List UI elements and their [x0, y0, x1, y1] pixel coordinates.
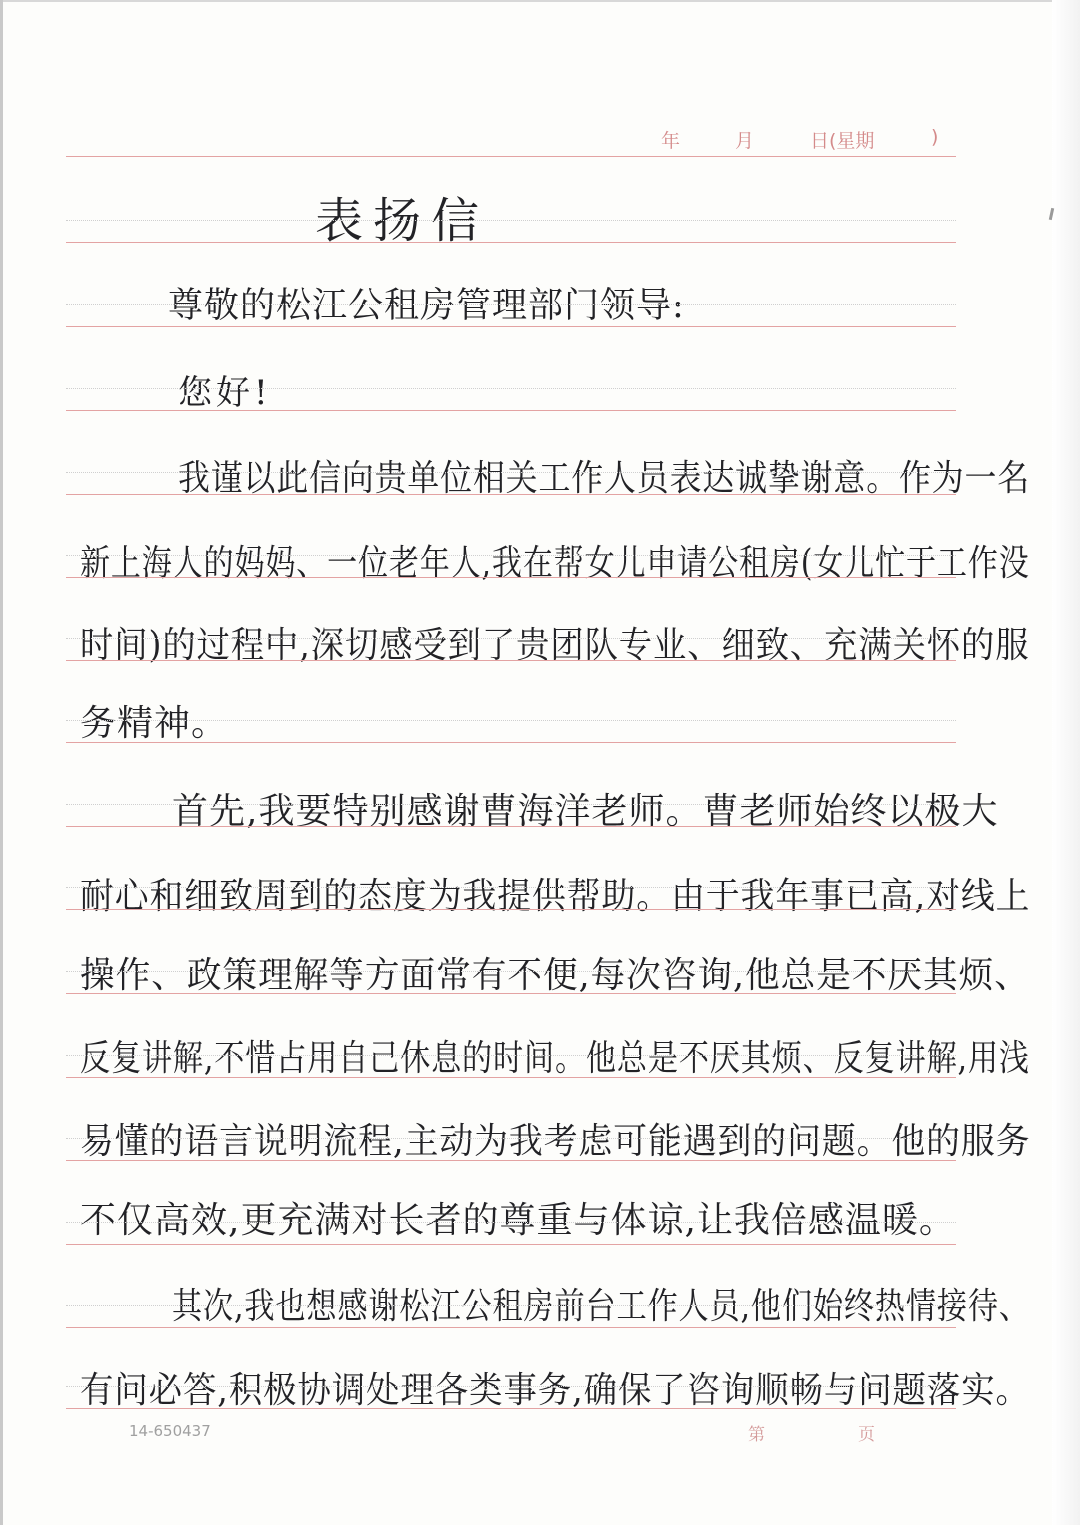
ruled-line: [66, 742, 956, 743]
guide-line: [66, 555, 956, 556]
ruled-line: [66, 1327, 956, 1328]
guide-line: [66, 1055, 956, 1056]
guide-line: [66, 804, 956, 805]
date-close-paren: ): [931, 126, 939, 148]
guide-line: [66, 971, 956, 972]
ruled-line: [66, 993, 956, 994]
ruled-line: [66, 494, 956, 495]
ruled-line: [66, 1160, 956, 1161]
ruled-line: [66, 909, 956, 910]
notebook-code: 14-650437: [129, 1422, 211, 1440]
guide-line: [66, 220, 956, 221]
ruled-line: [66, 660, 956, 661]
body-line: 有问必答,积极协调处理各类事务,确保了咨询顺畅与问题落实。: [80, 1370, 1030, 1411]
guide-line: [66, 1138, 956, 1139]
guide-line: [66, 472, 956, 473]
date-header: [655, 126, 955, 156]
body-line: 首先,我要特别感谢曹海洋老师。曹老师始终以极大: [172, 791, 999, 832]
date-day-weekday-label: 日(星期: [810, 130, 875, 152]
body-line: 务精神。: [80, 703, 229, 744]
guide-line: [66, 887, 956, 888]
ruled-line: [66, 242, 956, 243]
body-line: 我谨以此信向贵单位相关工作人员表达诚挚谢意。作为一名: [178, 458, 1031, 499]
body-line: 新上海人的妈妈、一位老年人,我在帮女儿申请公租房(女儿忙于工作没: [80, 543, 1030, 584]
ruled-line: [66, 156, 956, 157]
ruled-line: [66, 826, 956, 827]
guide-line: [66, 720, 956, 721]
guide-line: [66, 1222, 956, 1223]
body-line: 时间)的过程中,深切感受到了贵团队专业、细致、充满关怀的服: [80, 625, 1030, 666]
ruled-line: [66, 326, 956, 327]
guide-line: [66, 1305, 956, 1306]
page-edge-right: [1052, 0, 1080, 1525]
body-line: 反复讲解,不惜占用自己休息的时间。他总是不厌其烦、反复讲解,用浅: [80, 1038, 1030, 1079]
body-line: 操作、政策理解等方面常有不便,每次咨询,他总是不厌其烦、: [80, 955, 1030, 996]
page-number-prefix: 第: [748, 1425, 765, 1445]
guide-line: [66, 1386, 956, 1387]
guide-line: [66, 638, 956, 639]
date-month-label: 月: [735, 130, 755, 152]
ruled-line: [66, 1408, 956, 1409]
letter-greeting: 您好!: [178, 373, 272, 413]
date-year-label: 年: [661, 130, 681, 152]
page-edge-top: [0, 0, 1080, 2]
ruled-line: [66, 1077, 956, 1078]
body-line: 易懂的语言说明流程,主动为我考虑可能遇到的问题。他的服务: [80, 1121, 1031, 1162]
body-line: 耐心和细致周到的态度为我提供帮助。由于我年事已高,对线上: [80, 876, 1031, 917]
letter-title: 表扬信: [315, 193, 490, 249]
ruled-line: [66, 1244, 956, 1245]
ruled-line: [66, 577, 956, 578]
page-number-suffix: 页: [858, 1425, 875, 1445]
guide-line: [66, 388, 956, 389]
guide-line: [66, 304, 956, 305]
letter-salutation: 尊敬的松江公租房管理部门领导:: [168, 286, 685, 326]
body-line: 其次,我也想感谢松江公租房前台工作人员,他们始终热情接待、: [172, 1286, 1030, 1327]
ruled-line: [66, 410, 956, 411]
body-line: 不仅高效,更充满对长者的尊重与体谅,让我倍感温暖。: [80, 1200, 956, 1241]
page-edge-left: [0, 0, 3, 1525]
